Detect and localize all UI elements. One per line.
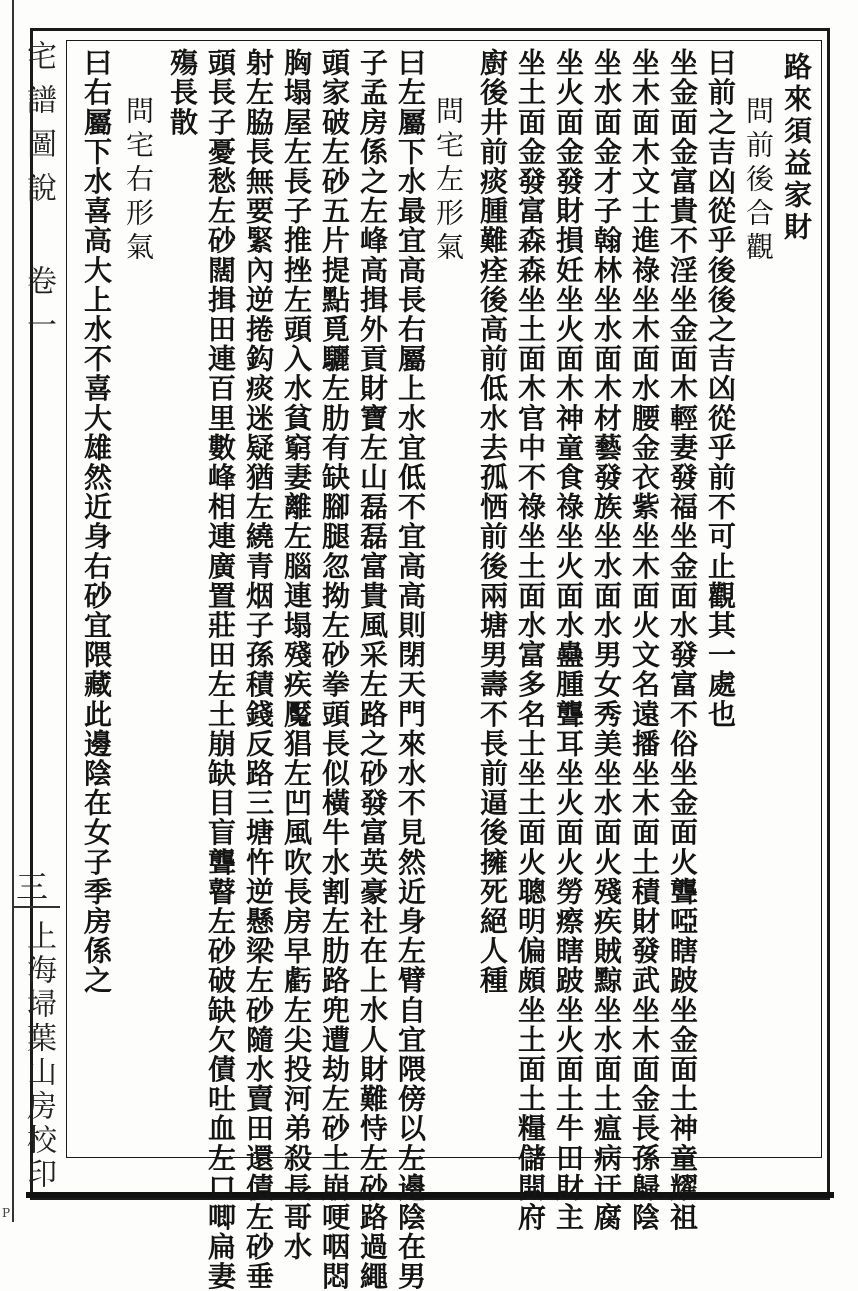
text-column-15: 射左脇長無要緊內逆捲鈎痰迷疑猶左繞青烟子孫積錢反路三塘忤逆懸梁左砂隨水賣田還債左砂垂 [242,48,275,1291]
margin-publisher: 上海埽葉山房校印 [21,920,56,1192]
text-column-4: 坐金面金富貴不淫坐金面木輕妻發福坐金面水發富不俗坐金面火聾啞瞎跛坐金面土神童耀祖 [666,48,699,1232]
text-column-6: 坐水面金才子翰林坐水面木材藝發族坐水面水男女秀美坐水面火殘疾賊黥坐水面土瘟病迂腐 [590,48,623,1232]
margin-page-number: 三 [16,868,49,906]
corner-mark: P [2,1206,11,1220]
text-column-16: 頭長子憂愁左砂闊揖田連百里數峰相連廣置莊田左土崩缺目盲聾瞽左砂破缺欠債吐血左口唧扁妻 [204,48,237,1291]
text-column-19: 曰右屬下水喜高大上水不喜大雄然近身右砂宜隈藏此邊陰在女子季房係之 [80,48,113,996]
bottom-rule [26,1192,834,1198]
text-column-5: 坐木面木文士進祿坐木面水腰金衣紫坐木面火文名遠播坐木面土積財發武坐木面金長孫歸陰 [628,48,661,1232]
text-column-14: 胸塌屋左長子推挫左頭入水貧窮妻離左腦連塌殘疾魘猖左凹風吹長房早虧左尖投河弟殺長哥水 [280,48,313,1262]
text-column-17: 殤長散 [166,48,199,137]
margin-separator [14,906,60,908]
text-column-13: 頭家破左砂五片提點覓驪左肋有缺腳腿忽拗左砂拳頭長似橫牛水割左肋路兜遭劫左砂土崩哽咽悶 [318,48,351,1291]
text-column-9: 廚後井前痰腫難痊後高前低水去孤恓前後兩塘男壽不長前逼後擁死絕人種 [476,48,509,996]
margin-book-info: 宅譜圖說 卷一 [21,40,56,353]
text-column-7: 坐火面金發財損妊坐火面木神童食祿坐火面水蠱腫聾耳坐火面火勞瘵瞎跛坐火面土牛田財主 [552,48,585,1232]
text-column-10-heading: 問宅左形氣 [432,96,465,266]
text-column-2-heading: 問前後合觀 [742,96,775,266]
text-column-12: 子孟房係之左峰高揖外貢財寶左山磊磊富貴風采左路之砂發富英豪社在上水人財難恃左砂路過繩 [356,48,389,1291]
text-column-18-heading: 問宅右形氣 [122,96,155,266]
text-column-1: 路來須益家財 [780,52,813,244]
text-column-3: 曰前之吉凶從乎後後之吉凶從乎前不可止觀其一處也 [704,48,737,729]
text-column-8: 坐土面金發富森森坐土面木官中不祿坐土面水富多名士坐土面火聰明偏頗坐土面土糧儲開府 [514,48,547,1232]
text-column-11: 曰左屬下水最宜高長右屬上水宜低不宜高高則閉天門來水不見然近身左臂自宜隈傍以左邊陰在男 [394,48,427,1291]
